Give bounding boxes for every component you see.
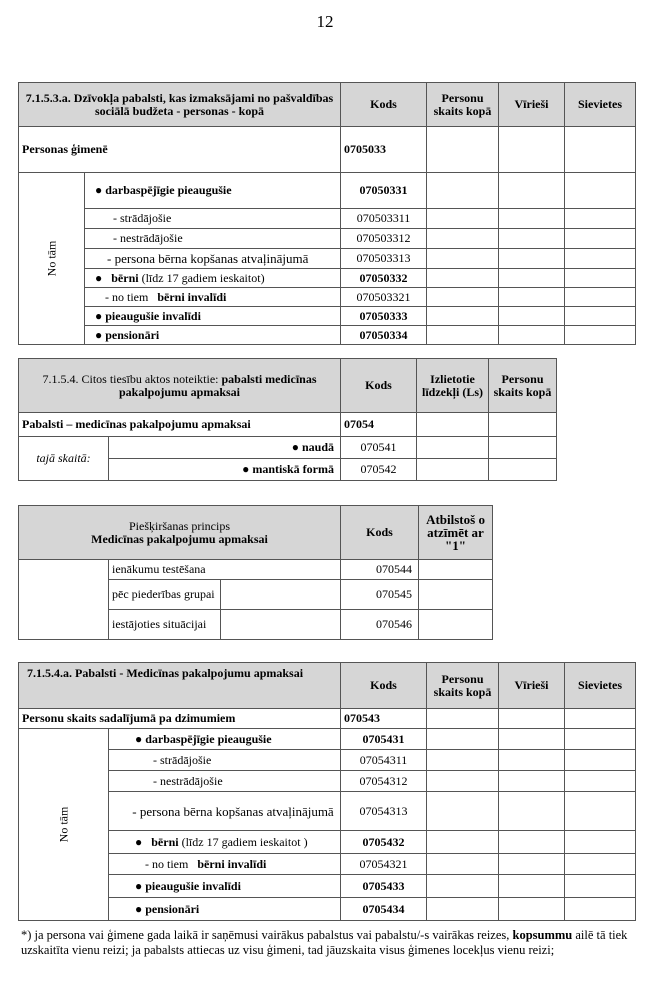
input-cell[interactable] bbox=[499, 173, 565, 209]
table-housing-benefits bbox=[18, 82, 636, 345]
input-cell[interactable] bbox=[565, 771, 636, 792]
input-cell[interactable] bbox=[499, 209, 565, 229]
side-label: tajā skaitā: bbox=[19, 437, 109, 481]
col-persons-total: Personu skaits kopā bbox=[427, 83, 499, 127]
input-cell[interactable] bbox=[565, 326, 636, 345]
input-cell[interactable] bbox=[499, 326, 565, 345]
input-cell[interactable] bbox=[499, 792, 565, 831]
input-cell[interactable] bbox=[565, 229, 636, 249]
children-label: bērni bbox=[151, 834, 179, 849]
input-cell[interactable] bbox=[417, 413, 489, 437]
side-label: No tām bbox=[55, 806, 70, 843]
input-cell[interactable] bbox=[565, 269, 636, 288]
table2-title bbox=[19, 359, 341, 413]
row-code: 07054313 bbox=[341, 792, 427, 831]
row-label: ● pensionāri bbox=[109, 898, 341, 921]
table-granting-principle bbox=[18, 505, 493, 640]
input-cell[interactable] bbox=[499, 229, 565, 249]
row-gender-code: 070543 bbox=[341, 709, 427, 729]
side-label-cell bbox=[19, 173, 85, 345]
input-cell[interactable] bbox=[427, 269, 499, 288]
input-cell[interactable] bbox=[427, 249, 499, 269]
row-code: 0705433 bbox=[341, 875, 427, 898]
footnote-part2: ailē tā tiek uzskaitīta vienu reizi; ja pabalsts attiecas uz visu ģimeni, tad jāuzskaita visus ģimenes locekļus vienu reizi; bbox=[21, 928, 628, 957]
row-code: 0705432 bbox=[341, 831, 427, 854]
prefix: - no tiem bbox=[105, 289, 149, 304]
input-cell[interactable] bbox=[427, 898, 499, 921]
row-label: pēc piederības grupai bbox=[109, 580, 221, 610]
row-code: 070542 bbox=[341, 459, 417, 481]
input-cell[interactable] bbox=[565, 209, 636, 229]
row-code: 07050331 bbox=[341, 173, 427, 209]
disabled-children-label: bērni invalīdi bbox=[157, 289, 227, 304]
input-cell[interactable] bbox=[499, 898, 565, 921]
row-label bbox=[85, 288, 341, 307]
input-cell[interactable] bbox=[565, 792, 636, 831]
input-cell[interactable] bbox=[419, 560, 493, 580]
input-cell[interactable] bbox=[565, 288, 636, 307]
input-cell[interactable] bbox=[427, 729, 499, 750]
row-code: 07054321 bbox=[341, 854, 427, 875]
row-label: - strādājošie bbox=[85, 209, 341, 229]
row-label: ● pieaugušie invalīdi bbox=[85, 307, 341, 326]
row-label: ● naudā bbox=[109, 437, 341, 459]
input-cell[interactable] bbox=[427, 173, 499, 209]
table3-title bbox=[19, 506, 341, 560]
row-label: - nestrādājošie bbox=[109, 771, 341, 792]
footnote-bold: kopsummu bbox=[512, 928, 573, 942]
table-medical-benefits bbox=[18, 358, 557, 481]
col-persons-total: Personu skaits kopā bbox=[427, 663, 499, 709]
input-cell[interactable] bbox=[565, 750, 636, 771]
table3-title-line1: Piešķiršanas princips bbox=[129, 518, 230, 533]
col-kods: Kods bbox=[341, 83, 427, 127]
input-cell[interactable] bbox=[499, 288, 565, 307]
input-cell[interactable] bbox=[427, 709, 499, 729]
input-cell[interactable] bbox=[427, 750, 499, 771]
input-cell[interactable] bbox=[565, 249, 636, 269]
row-label: - persona bērna kopšanas atvaļinājumā bbox=[109, 792, 341, 831]
input-cell[interactable] bbox=[489, 413, 557, 437]
input-cell[interactable] bbox=[499, 709, 565, 729]
children-label: bērni bbox=[111, 270, 139, 285]
side-label: No tām bbox=[43, 240, 58, 277]
col-mark: Atbilstoš o atzīmēt ar "1" bbox=[419, 506, 493, 560]
col-kods: Kods bbox=[341, 506, 419, 560]
input-cell[interactable] bbox=[427, 326, 499, 345]
input-cell[interactable] bbox=[499, 307, 565, 326]
input-cell[interactable] bbox=[565, 709, 636, 729]
input-cell[interactable] bbox=[417, 459, 489, 481]
row-code: 07050333 bbox=[341, 307, 427, 326]
row-label: - strādājošie bbox=[109, 750, 341, 771]
row-code: 070546 bbox=[341, 610, 419, 640]
input-cell[interactable] bbox=[427, 831, 499, 854]
input-cell[interactable] bbox=[565, 875, 636, 898]
page-number: 12 bbox=[316, 12, 334, 31]
row-main-code: 07054 bbox=[341, 413, 417, 437]
input-cell[interactable] bbox=[565, 127, 636, 173]
input-cell[interactable] bbox=[499, 771, 565, 792]
row-code: 07050334 bbox=[341, 326, 427, 345]
col-persons-total: Personu skaits kopā bbox=[489, 359, 557, 413]
table2-title-mid: Citos tiesību aktos noteiktie: bbox=[78, 371, 222, 386]
row-label: ● mantiskā formā bbox=[109, 459, 341, 481]
input-cell[interactable] bbox=[489, 437, 557, 459]
bullet: ● bbox=[135, 834, 143, 849]
input-cell[interactable] bbox=[427, 209, 499, 229]
row-label bbox=[109, 831, 341, 854]
input-cell[interactable] bbox=[427, 307, 499, 326]
row-label: - nestrādājošie bbox=[85, 229, 341, 249]
row-label: ● darbaspējīgie pieaugušie bbox=[85, 173, 341, 209]
table-medical-benefits-by-gender bbox=[18, 662, 636, 921]
footnote-part1: *) ja persona vai ģimene gada laikā ir saņēmusi vairākus pabalstus vai pabalstu/-s vairākas reizes, bbox=[21, 928, 513, 942]
row-code: 07054311 bbox=[341, 750, 427, 771]
row-code: 070503321 bbox=[341, 288, 427, 307]
table3-title-line2: Medicīnas pakalpojumu apmaksai bbox=[91, 531, 268, 546]
input-cell[interactable] bbox=[417, 437, 489, 459]
table2-title-bold: pabalsti medicīnas pakalpojumu apmaksai bbox=[118, 371, 317, 399]
row-label: ● pensionāri bbox=[85, 326, 341, 345]
table2-title-number: 7.1.5.4. bbox=[42, 371, 79, 386]
col-men: Vīrieši bbox=[499, 83, 565, 127]
row-label: ● pieaugušie invalīdi bbox=[109, 875, 341, 898]
footnote bbox=[21, 928, 636, 958]
col-men: Vīrieši bbox=[499, 663, 565, 709]
children-note: (līdz 17 gadiem ieskaitot) bbox=[138, 270, 265, 285]
row-gender-label: Personu skaits sadalījumā pa dzimumiem bbox=[19, 709, 341, 729]
input-cell[interactable] bbox=[427, 288, 499, 307]
input-cell[interactable] bbox=[427, 229, 499, 249]
input-cell[interactable] bbox=[565, 831, 636, 854]
empty-cell bbox=[19, 560, 109, 640]
input-cell[interactable] bbox=[427, 792, 499, 831]
col-women: Sievietes bbox=[565, 663, 636, 709]
row-label bbox=[85, 269, 341, 288]
input-cell[interactable] bbox=[419, 580, 493, 610]
row-code: 070545 bbox=[341, 580, 419, 610]
input-cell[interactable] bbox=[427, 875, 499, 898]
col-funds-used: Izlietotie līdzekļi (Ls) bbox=[417, 359, 489, 413]
input-cell[interactable] bbox=[565, 898, 636, 921]
empty-cell bbox=[221, 580, 341, 610]
input-cell[interactable] bbox=[427, 771, 499, 792]
row-code: 0705431 bbox=[341, 729, 427, 750]
input-cell[interactable] bbox=[565, 854, 636, 875]
input-cell[interactable] bbox=[499, 854, 565, 875]
input-cell[interactable] bbox=[419, 610, 493, 640]
input-cell[interactable] bbox=[499, 269, 565, 288]
input-cell[interactable] bbox=[427, 127, 499, 173]
row-label bbox=[109, 854, 341, 875]
col-kods: Kods bbox=[341, 663, 427, 709]
row-code: 070503313 bbox=[341, 249, 427, 269]
row-families-label: Personas ģimenē bbox=[19, 127, 341, 173]
table4-title: 7.1.5.4.a. Pabalsti - Medicīnas pakalpojumu apmaksai bbox=[19, 663, 341, 709]
input-cell[interactable] bbox=[565, 729, 636, 750]
input-cell[interactable] bbox=[565, 307, 636, 326]
input-cell[interactable] bbox=[565, 173, 636, 209]
input-cell[interactable] bbox=[489, 459, 557, 481]
row-label: ienākumu testēšana bbox=[109, 560, 341, 580]
prefix: - no tiem bbox=[145, 856, 189, 871]
row-code: 070544 bbox=[341, 560, 419, 580]
input-cell[interactable] bbox=[499, 831, 565, 854]
input-cell[interactable] bbox=[427, 854, 499, 875]
row-label: iestājoties situācijai bbox=[109, 610, 221, 640]
disabled-children-label: bērni invalīdi bbox=[197, 856, 267, 871]
side-label-cell bbox=[19, 729, 109, 921]
col-women: Sievietes bbox=[565, 83, 636, 127]
row-code: 070503312 bbox=[341, 229, 427, 249]
row-main-label: Pabalsti – medicīnas pakalpojumu apmaksai bbox=[19, 413, 341, 437]
row-families-code: 0705033 bbox=[341, 127, 427, 173]
input-cell[interactable] bbox=[499, 127, 565, 173]
input-cell[interactable] bbox=[499, 729, 565, 750]
row-label: - persona bērna kopšanas atvaļinājumā bbox=[85, 249, 341, 269]
row-label: ● darbaspējīgie pieaugušie bbox=[109, 729, 341, 750]
bullet: ● bbox=[95, 270, 103, 285]
table1-title: 7.1.5.3.a. Dzīvokļa pabalsti, kas izmaksājami no pašvaldības sociālā budžeta - personas - kopā bbox=[19, 83, 341, 127]
children-note: (līdz 17 gadiem ieskaitot ) bbox=[178, 834, 308, 849]
row-code: 070503311 bbox=[341, 209, 427, 229]
row-code: 0705434 bbox=[341, 898, 427, 921]
input-cell[interactable] bbox=[499, 249, 565, 269]
input-cell[interactable] bbox=[499, 750, 565, 771]
col-kods: Kods bbox=[341, 359, 417, 413]
row-code: 07054312 bbox=[341, 771, 427, 792]
row-code: 070541 bbox=[341, 437, 417, 459]
row-code: 07050332 bbox=[341, 269, 427, 288]
input-cell[interactable] bbox=[499, 875, 565, 898]
empty-cell bbox=[221, 610, 341, 640]
